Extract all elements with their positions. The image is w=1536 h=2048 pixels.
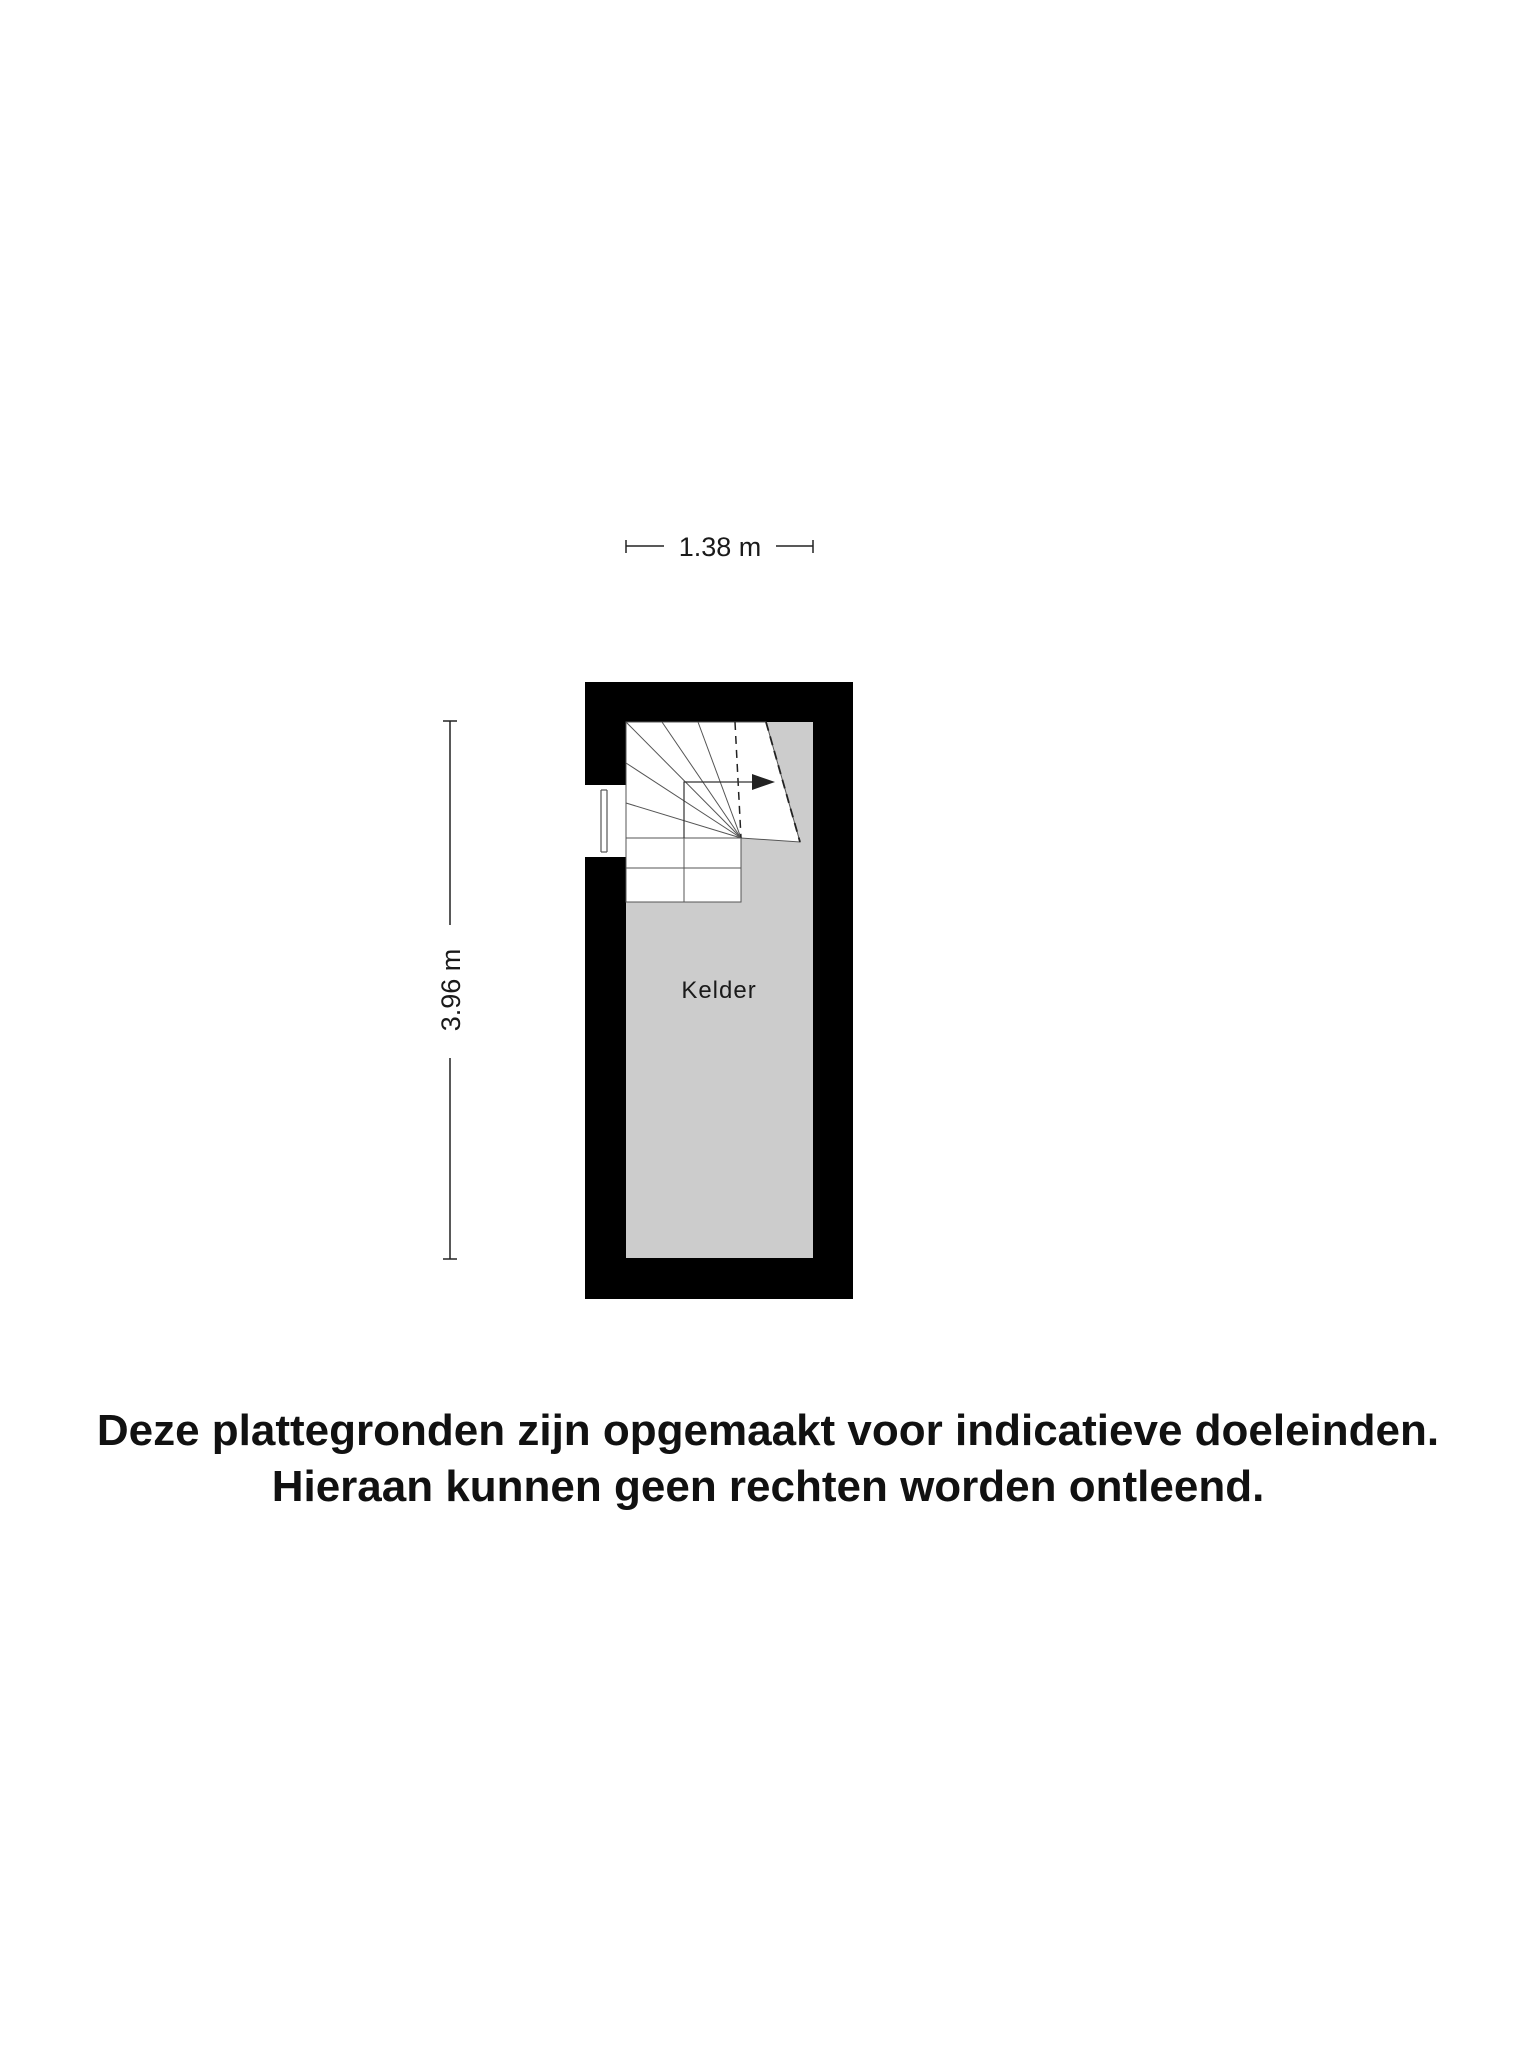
- width-dimension-label: 1.38 m: [678, 532, 762, 562]
- disclaimer-line-1: Deze plattegronden zijn opgemaakt voor indicatieve doeleinden.: [96, 1406, 1440, 1455]
- room-label-kelder: Kelder: [681, 977, 757, 1004]
- disclaimer-line-2: Hieraan kunnen geen rechten worden ontleend.: [271, 1462, 1265, 1511]
- width-dimension: [626, 532, 813, 562]
- window: [585, 785, 626, 857]
- height-dimension-label: 3.96 m: [436, 948, 466, 1032]
- disclaimer: [0, 1403, 1536, 1515]
- height-dimension: [436, 721, 466, 1259]
